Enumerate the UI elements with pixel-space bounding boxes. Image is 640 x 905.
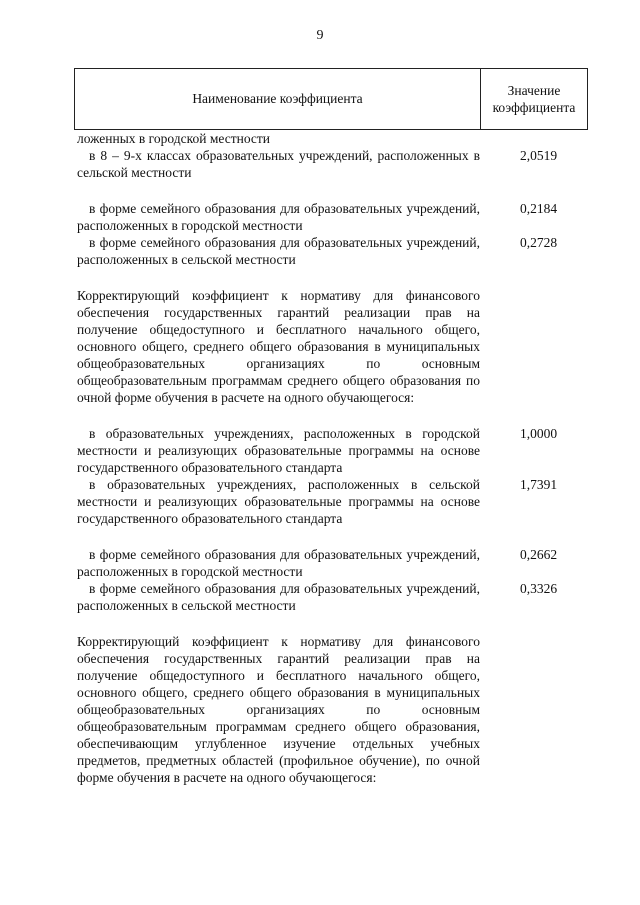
row-text: в форме семейного образования для образовательных учреждений, расположенных в сельской местности (77, 581, 480, 613)
table-row (77, 580, 587, 614)
row-value: 0,3326 (519, 581, 558, 596)
table-header (74, 68, 588, 130)
table-row-heading (77, 287, 587, 406)
coefficient-heading: Корректирующий коэффициент к нормативу для финансового обеспечения государственных гарантий реализации прав на получение общедоступного и бесплатного начального общего, основного общего, среднего общего образования в муниципальных общеобразовательных организациях по основным общеобразовательным программам среднего общего образования по очной форме обучения в расчете на одного обучающегося: (77, 288, 480, 405)
page-number: 9 (316, 28, 324, 43)
row-value: 0,2728 (519, 235, 558, 250)
row-text: в форме семейного образования для образовательных учреждений, расположенных в городской местности (77, 201, 480, 233)
header-name-column: Наименование коэффициента (192, 91, 363, 106)
header-value-line2: коэффициента (492, 100, 576, 115)
row-text: в образовательных учреждениях, расположенных в городской местности и реализующих образовательные программы на основе государственного образовательного стандарта (77, 426, 480, 475)
row-text: в форме семейного образования для образовательных учреждений, расположенных в сельской местности (77, 235, 480, 267)
table-row-heading (77, 633, 587, 786)
table-row (77, 200, 587, 234)
table-body (77, 130, 587, 786)
row-text: в 8 – 9-х классах образовательных учреждений, расположенных в сельской местности (77, 148, 480, 180)
table-row (77, 425, 587, 476)
row-value: 0,2662 (519, 547, 558, 562)
row-value: 1,7391 (519, 477, 558, 492)
header-value-line1: Значение (507, 83, 561, 98)
table-row (77, 147, 587, 181)
row-text: в образовательных учреждениях, расположенных в сельской местности и реализующих образовательные программы на основе государственного образовательного стандарта (77, 477, 480, 526)
table-row (77, 546, 587, 580)
row-value: 0,2184 (519, 201, 558, 216)
table-row (77, 130, 587, 147)
row-value: 2,0519 (519, 148, 558, 163)
table-row (77, 234, 587, 268)
row-value: 1,0000 (519, 426, 558, 441)
row-text: в форме семейного образования для образовательных учреждений, расположенных в городской местности (77, 547, 480, 579)
row-text: ложенных в городской местности (77, 131, 271, 146)
header-value-column (480, 69, 587, 129)
table-row (77, 476, 587, 527)
coefficient-heading: Корректирующий коэффициент к нормативу для финансового обеспечения государственных гарантий реализации прав на получение общедоступного и бесплатного начального общего, основного общего, среднего общего образования в муниципальных общеобразовательных организациях по основным общеобразовательным программам среднего общего образования, обеспечивающим углубленное изучение отдельных учебных предметов, предметных областей (профильное обучение), по очной форме обучения в расчете на одного обучающегося: (77, 634, 480, 785)
